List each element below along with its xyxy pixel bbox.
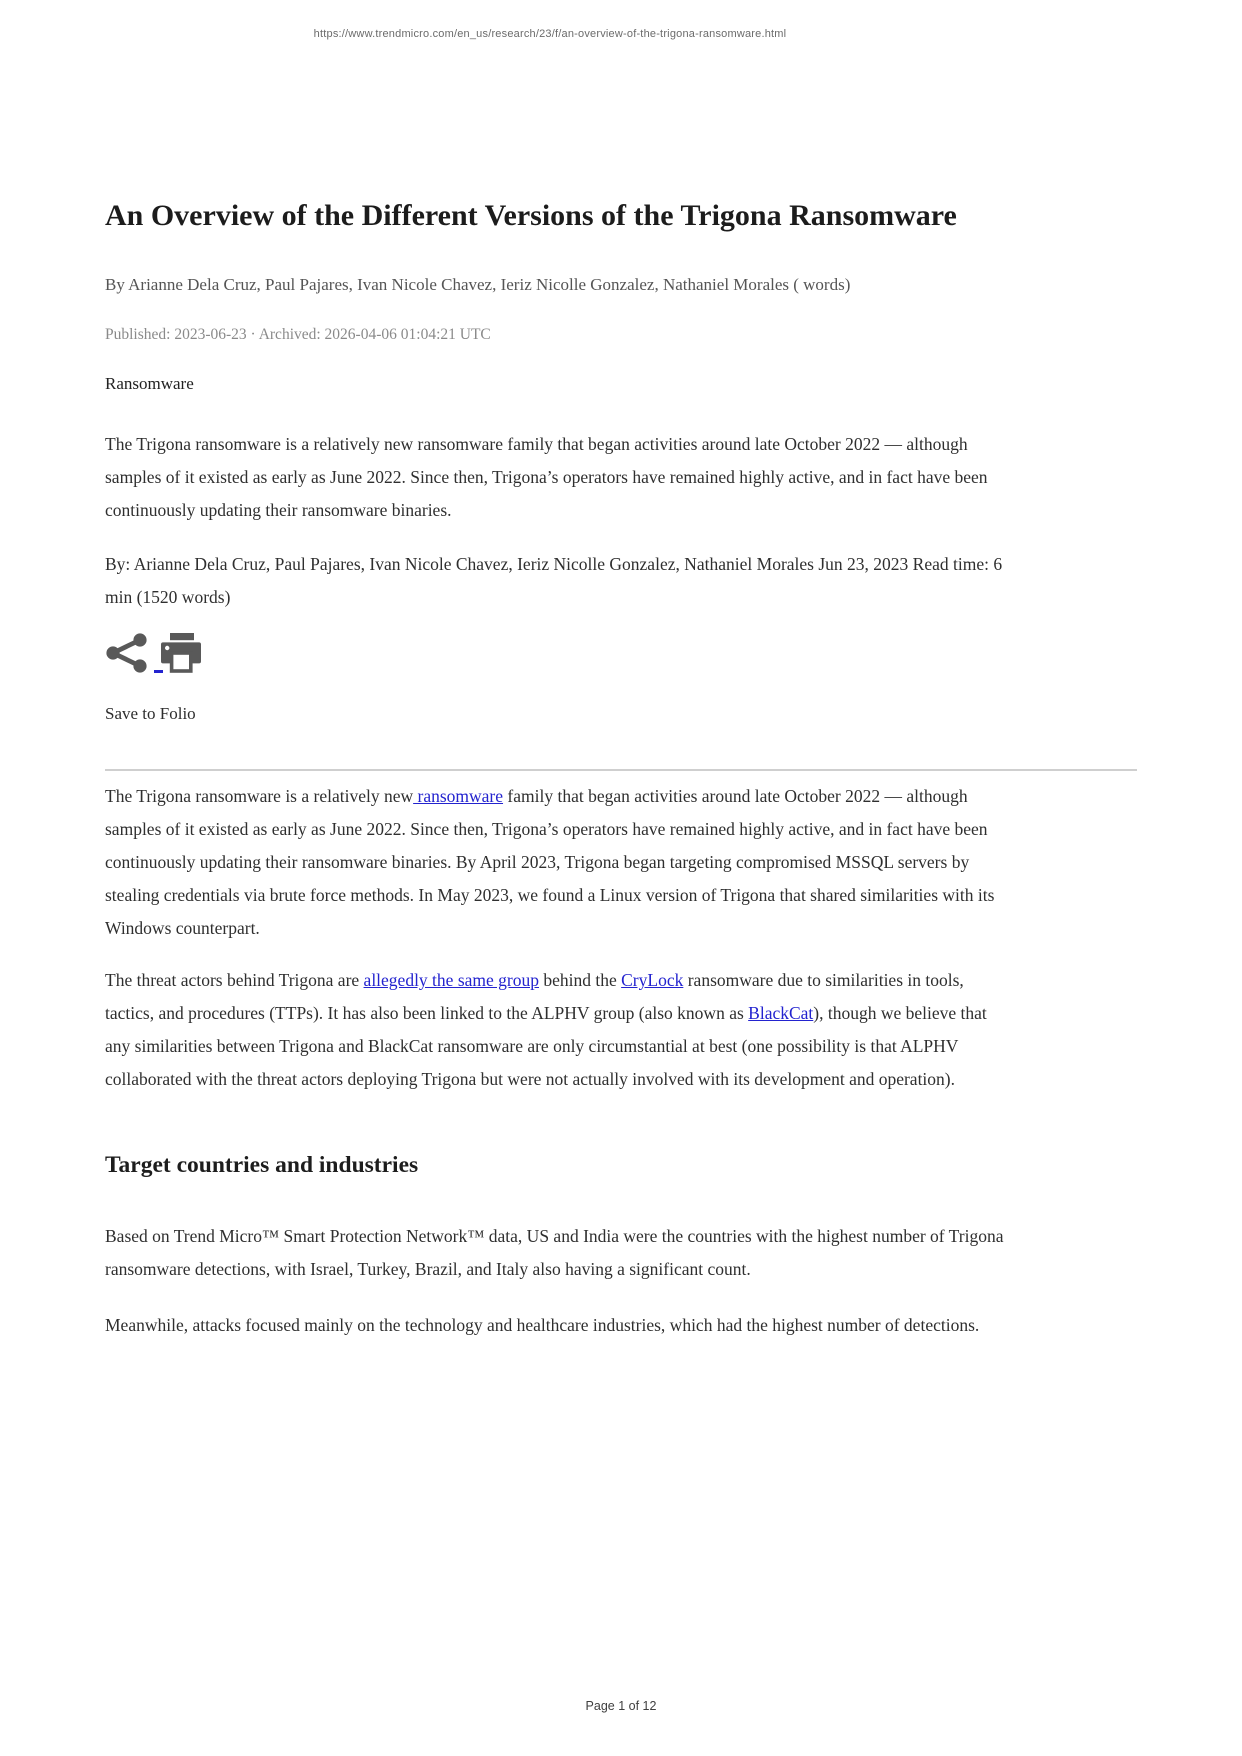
category-label: Ransomware: [105, 374, 194, 393]
text-segment: The Trigona ransomware is a relatively new: [105, 786, 414, 806]
link-blackcat[interactable]: BlackCat: [748, 1003, 814, 1023]
share-icon[interactable]: [105, 632, 151, 679]
summary-paragraph: The Trigona ransomware is a relatively new ransomware family that began activities around late October 2022 — although samples of it existed as early as June 2022. Since then, Trigona’s operators have remained highly active, and in fact have been continuously updating their ransomware binaries.: [105, 434, 988, 520]
text-segment: ransomware due to similarities in tools, tactics, and procedures (TTPs). It has also been linked to the ALPHV group (also known as: [105, 970, 964, 1023]
section-heading: Target countries and industries: [105, 1152, 419, 1178]
body-paragraph-3: Based on Trend Micro™ Smart Protection Network™ data, US and India were the countries with the highest number of Trigona ransomware detections, with Israel, Turkey, Brazil, and Italy also having a significant count.: [105, 1226, 1004, 1279]
text-segment: family that began activities around late October 2022 — although samples of it existed as early as June 2022. Since then, Trigona’s operators have remained highly active, and in fact have been continuously updating their ransomware binaries. By April 2023, Trigona began targeting compromised MSSQL servers by stealing credentials via brute force methods. In May 2023, we found a Linux version of Trigona that shared similarities with its Windows counterpart.: [105, 786, 995, 938]
author-meta-paragraph: By: Arianne Dela Cruz, Paul Pajares, Ivan Nicole Chavez, Ieriz Nicolle Gonzalez, Nathaniel Morales Jun 23, 2023 Read time: 6 min (1520 words): [105, 554, 1003, 607]
content-divider: [105, 769, 1137, 771]
body-paragraph-2: [105, 964, 1005, 1096]
text-segment: The threat actors behind Trigona are: [105, 970, 364, 990]
link-underline-dash: [154, 670, 163, 673]
page-footer: Page 1 of 12: [585, 1699, 657, 1713]
link-ransomware[interactable]: ransomware: [413, 786, 504, 806]
print-icon[interactable]: [158, 632, 202, 679]
link-crylock[interactable]: CryLock: [621, 970, 684, 990]
body-paragraph-4: Meanwhile, attacks focused mainly on the technology and healthcare industries, which had the highest number of detections.: [105, 1315, 980, 1335]
article-actions: [105, 632, 1005, 680]
body-paragraph-1: [105, 780, 1005, 945]
byline: By Arianne Dela Cruz, Paul Pajares, Ivan Nicole Chavez, Ieriz Nicolle Gonzalez, Nathaniel Morales ( words): [105, 275, 851, 294]
page-title: An Overview of the Different Versions of the Trigona Ransomware: [105, 199, 957, 232]
link-allegedly-the-same-group[interactable]: allegedly the same group: [363, 970, 539, 990]
published-line: Published: 2023-06-23 · Archived: 2026-04-06 01:04:21 UTC: [105, 326, 491, 343]
text-segment: ), though we believe that any similarities between Trigona and BlackCat ransomware are only circumstantial at best (one possibility is that ALPHV collaborated with the threat actors deploying Trigona but were not actually involved with its development and operation).: [105, 1003, 987, 1089]
text-segment: behind the: [538, 970, 622, 990]
print-url-header: https://www.trendmicro.com/en_us/research/23/f/an-overview-of-the-trigona-ransomware.html: [313, 28, 787, 40]
save-to-folio-button[interactable]: Save to Folio: [105, 704, 196, 723]
